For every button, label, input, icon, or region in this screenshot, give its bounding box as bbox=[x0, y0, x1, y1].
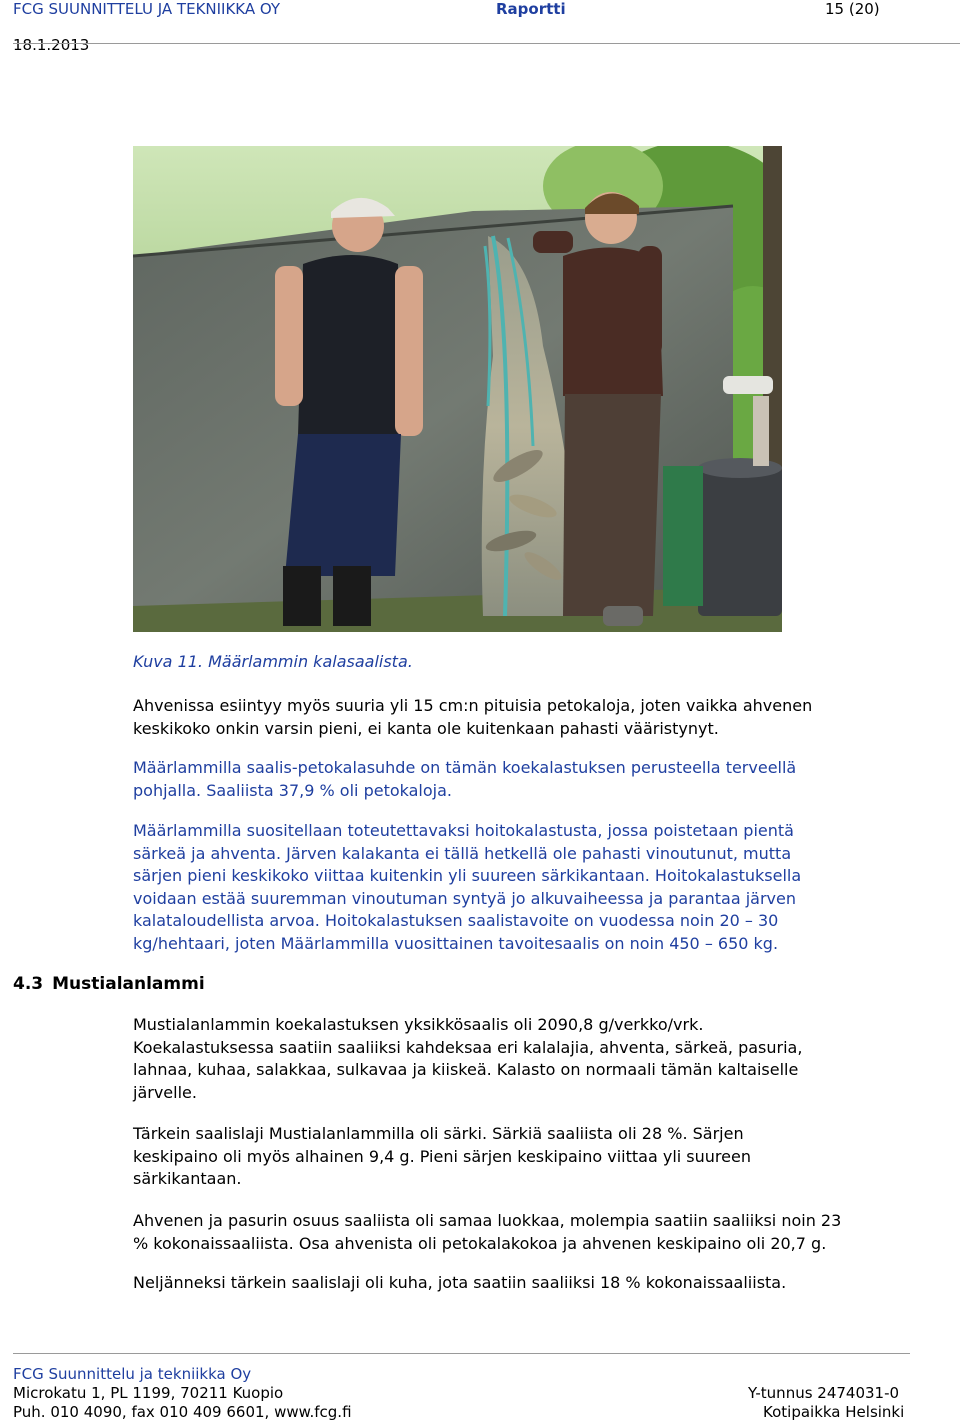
footer-address: Microkatu 1, PL 1199, 70211 Kuopio bbox=[13, 1384, 284, 1402]
text-line: Määrlammilla suositellaan toteutettavaksi hoitokalastusta, jossa poistetaan pientä bbox=[133, 821, 794, 840]
text-line: kalataloudellista arvoa. Hoitokalastuksen saalistavoite on vuodessa noin 20 – 30 bbox=[133, 911, 779, 931]
paragraph-perch-bream bbox=[133, 1210, 841, 1255]
footer-rule bbox=[13, 1353, 910, 1354]
text-line: lahnaa, kuhaa, salakkaa, sulkavaa ja kiiskeä. Kalasto on normaali tämän kaltaiselle bbox=[133, 1060, 799, 1080]
footer-domicile: Kotipaikka Helsinki bbox=[763, 1403, 905, 1421]
text-line: Ahvenissa esiintyy myös suuria yli 15 cm:n pituisia petokaloja, joten vaikka ahvenen bbox=[133, 696, 813, 715]
fish-catch-photo bbox=[133, 146, 782, 632]
text-line: voidaan estää suuremman vinoutuman syntyä jo alkuvaiheessa ja parantaa järven bbox=[133, 888, 796, 908]
text-line: keskipaino oli myös alhainen 9,4 g. Pieni särjen keskipaino viittaa yli suureen bbox=[133, 1146, 751, 1166]
section-heading bbox=[13, 974, 205, 994]
text-line: % kokonaissaaliista. Osa ahvenista oli petokalakokoa ja ahvenen keskipaino oli 20,7 g. bbox=[133, 1233, 827, 1253]
paragraph-unit-catch bbox=[133, 1014, 802, 1104]
header-page-number: 15 (20) bbox=[825, 0, 880, 18]
text-line: Tärkein saalislaji Mustialanlammilla oli särki. Särkiä saaliista oli 28 %. Särjen bbox=[133, 1124, 744, 1143]
text-line: Mustialanlammin koekalastuksen yksikkösaalis oli 2090,8 g/verkko/vrk. bbox=[133, 1015, 704, 1034]
header-company: FCG SUUNNITTELU JA TEKNIIKKA OY bbox=[13, 0, 281, 18]
section-number: 4.3 bbox=[13, 974, 44, 994]
text-line: kg/hehtaari, joten Määrlammilla vuosittainen tavoitesaalis on noin 450 – 650 kg. bbox=[133, 933, 779, 953]
text-line: särkikantaan. bbox=[133, 1169, 242, 1189]
header-rule bbox=[13, 43, 960, 44]
header-document-type: Raportti bbox=[496, 0, 566, 18]
text-line: järvelle. bbox=[133, 1082, 197, 1102]
text-line: Koekalastuksessa saatiin saaliiksi kahdeksaa eri kalalajia, ahventa, särkeä, pasuria, bbox=[133, 1037, 803, 1057]
header-date: 18.1.2013 bbox=[13, 36, 90, 54]
text-line: pohjalla. Saaliista 37,9 % oli petokaloja. bbox=[133, 780, 452, 800]
footer-business-id: Y-tunnus 2474031-0 bbox=[748, 1384, 900, 1402]
text-line: särjen pieni keskikoko viittaa kuitenkin yli suureen särkikantaan. Hoitokalastuksella bbox=[133, 866, 802, 886]
text-line: keskikoko onkin varsin pieni, ei kanta ole kuitenkaan pahasti vääristynyt. bbox=[133, 718, 719, 738]
text-line: särkeä ja ahventa. Järven kalakanta ei tällä hetkellä ole pahasti vinoutunut, mutta bbox=[133, 843, 792, 863]
figure-caption: Kuva 11. Määrlammin kalasaalista. bbox=[133, 652, 413, 671]
paragraph-pikeperch bbox=[133, 1272, 786, 1295]
section-title: Mustialanlammi bbox=[52, 974, 205, 994]
text-line: Määrlammilla saalis-petokalasuhde on tämän koekalastuksen perusteella terveellä bbox=[133, 758, 797, 777]
footer-company: FCG Suunnittelu ja tekniikka Oy bbox=[13, 1365, 252, 1383]
paragraph-predator-ratio bbox=[133, 757, 796, 802]
text-line: Neljänneksi tärkein saalislaji oli kuha, jota saatiin saaliiksi 18 % kokonaissaaliista. bbox=[133, 1273, 787, 1292]
paragraph-roach bbox=[133, 1123, 751, 1191]
paragraph-management-recommendation bbox=[133, 820, 801, 956]
paragraph-ahven-size bbox=[133, 695, 812, 740]
text-line: Ahvenen ja pasurin osuus saaliista oli samaa luokkaa, molempia saatiin saaliiksi noin 23 bbox=[133, 1211, 842, 1230]
footer-phone: Puh. 010 4090, fax 010 409 6601, www.fcg.fi bbox=[13, 1403, 352, 1421]
